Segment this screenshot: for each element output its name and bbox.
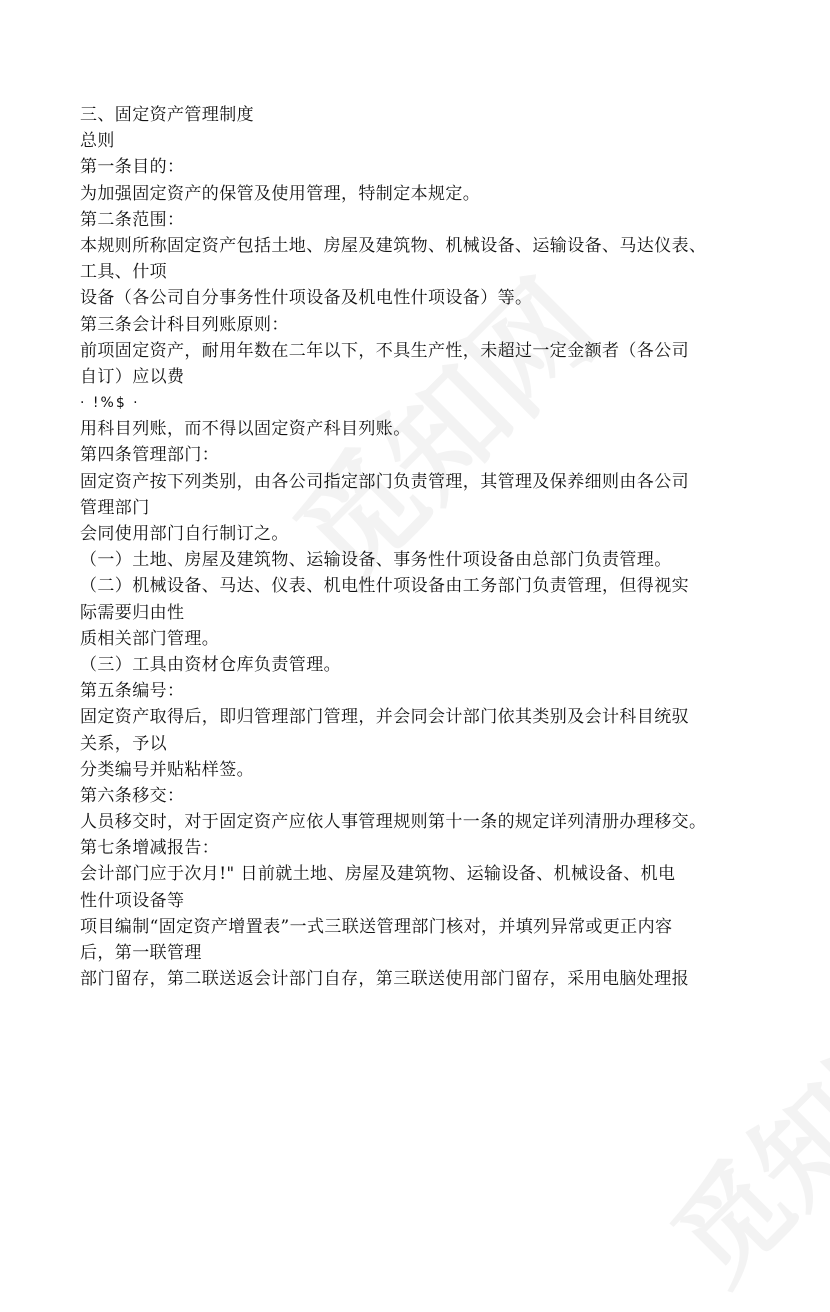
article-heading: 第三条会计科目列账原则： [80, 314, 289, 335]
text-line: 前项固定资产，耐用年数在二年以下，不具生产性，未超过一定金额者（各公司 [80, 340, 689, 361]
text-line: 性什项设备等 [80, 890, 185, 911]
document-body [80, 102, 780, 992]
text-line: 管理部门 [80, 497, 150, 518]
text-line: 固定资产按下列类别，由各公司指定部门负责管理，其管理及保养细则由各公司 [80, 471, 689, 492]
text-line: 会计部门应于次月!" 日前就土地、房屋及建筑物、运输设备、机械设备、机电 [80, 864, 676, 885]
text-line: 工具、什项 [80, 262, 167, 283]
article-heading: 第五条编号： [80, 681, 185, 702]
text-line: 项目编制“固定资产增置表”一式三联送管理部门核对，并填列异常或更正内容 [80, 916, 673, 937]
text-line: 会同使用部门自行制订之。 [80, 524, 289, 544]
text-line: 自订）应以费 [80, 366, 185, 387]
list-item: （三）工具由资材仓库负责管理。 [80, 654, 341, 675]
text-line: 关系，予以 [80, 733, 167, 754]
symbol-line: · !%$ · [80, 395, 140, 412]
article-heading: 第六条移交： [80, 785, 185, 806]
section-heading: 三、固定资产管理制度 [80, 105, 254, 125]
text-line: 固定资产取得后，即归管理部门管理，并会同会计部门依其类别及会计科目统驭 [80, 707, 689, 728]
article-heading: 第七条增减报告： [80, 838, 220, 859]
text-line: 分类编号并贴粘样签。 [80, 759, 254, 780]
article-heading: 第二条范围： [80, 209, 185, 230]
text-line: 人员移交时，对于固定资产应依人事管理规则第十一条的规定详列清册办理移交。 [80, 812, 707, 833]
text-line: 为加强固定资产的保管及使用管理，特制定本规定。 [80, 183, 481, 204]
article-heading: 第四条管理部门： [80, 445, 220, 466]
list-item: （二）机械设备、马达、仪表、机电性什项设备由工务部门负责管理，但得视实 [80, 576, 689, 597]
text-line: 本规则所称固定资产包括土地、房屋及建筑物、机械设备、运输设备、马达仪表、 [80, 235, 707, 256]
text-line: 质相关部门管理。 [80, 628, 220, 649]
text-line: 用科目列账，而不得以固定资产科目列账。 [80, 419, 411, 440]
text-line: 设备（各公司自分事务性什项设备及机电性什项设备）等。 [80, 288, 533, 309]
list-item: （一）土地、房屋及建筑物、运输设备、事务性什项设备由总部门负责管理。 [80, 550, 672, 571]
text-line: 总则 [80, 131, 115, 152]
text-line: 后，第一联管理 [80, 943, 202, 963]
watermark-lower [632, 966, 830, 1311]
text-line: 际需要归由性 [80, 602, 185, 623]
article-heading: 第一条目的： [80, 157, 185, 178]
text-line: 部门留存，第二联送返会计部门自存，第三联送使用部门留存，采用电脑处理报 [80, 969, 689, 990]
